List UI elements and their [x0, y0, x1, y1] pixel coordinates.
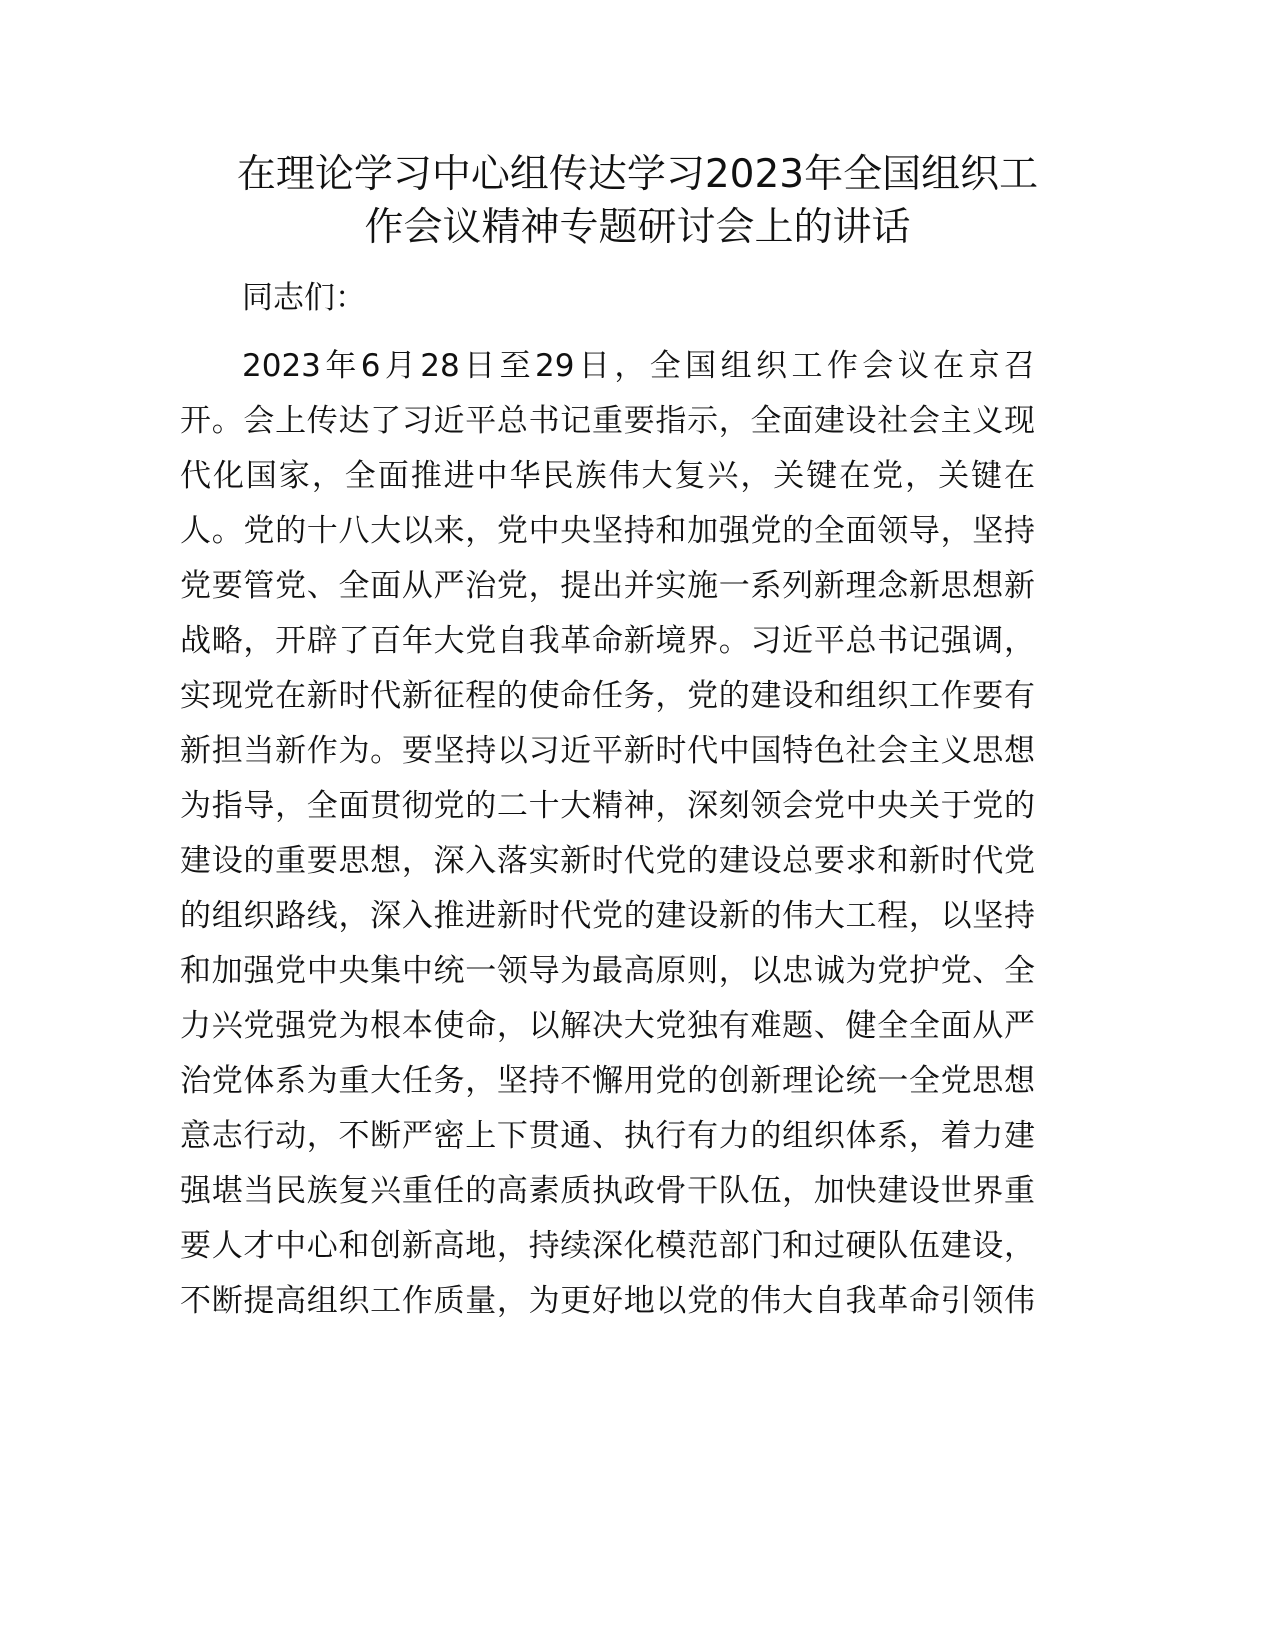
paragraph-line: 建设的重要思想，深入落实新时代党的建设总要求和新时代党	[180, 843, 1035, 879]
salutation: 同志们：	[242, 280, 366, 316]
paragraph-line: 要人才中心和创新高地，持续深化模范部门和过硬队伍建设，	[180, 1228, 1035, 1264]
paragraph-line: 代化国家，全面推进中华民族伟大复兴，关键在党，关键在	[180, 458, 1035, 494]
paragraph-line: 的组织路线，深入推进新时代党的建设新的伟大工程，以坚持	[180, 898, 1035, 934]
paragraph-line: 强堪当民族复兴重任的高素质执政骨干队伍，加快建设世界重	[180, 1173, 1035, 1209]
paragraph-line: 不断提高组织工作质量，为更好地以党的伟大自我革命引领伟	[180, 1283, 1035, 1319]
paragraph-line: 开。会上传达了习近平总书记重要指示，全面建设社会主义现	[180, 403, 1035, 439]
paragraph-line: 2023年6月28日至29日，全国组织工作会议在京召	[242, 348, 1035, 384]
paragraph-line: 为指导，全面贯彻党的二十大精神，深刻领会党中央关于党的	[180, 788, 1035, 824]
paragraph-line: 和加强党中央集中统一领导为最高原则，以忠诚为党护党、全	[180, 953, 1035, 989]
paragraph	[180, 341, 1035, 1331]
paragraph-line: 党要管党、全面从严治党，提出并实施一系列新理念新思想新	[180, 568, 1035, 604]
paragraph-line: 人。党的十八大以来，党中央坚持和加强党的全面领导，坚持	[180, 513, 1035, 549]
paragraph-line: 新担当新作为。要坚持以习近平新时代中国特色社会主义思想	[180, 733, 1035, 769]
paragraph-line: 意志行动，不断严密上下贯通、执行有力的组织体系，着力建	[180, 1118, 1035, 1154]
paragraph-line: 实现党在新时代新征程的使命任务，党的建设和组织工作要有	[180, 678, 1035, 714]
paragraph-line: 治党体系为重大任务，坚持不懈用党的创新理论统一全党思想	[180, 1063, 1035, 1099]
paragraph-line: 力兴党强党为根本使命，以解决大党独有难题、健全全面从严	[180, 1008, 1035, 1044]
document-title-line-2: 作会议精神专题研讨会上的讲话	[364, 205, 911, 250]
paragraph-line: 战略，开辟了百年大党自我革命新境界。习近平总书记强调，	[180, 623, 1035, 659]
document-title-line-1: 在理论学习中心组传达学习2023年全国组织工	[236, 152, 1039, 197]
